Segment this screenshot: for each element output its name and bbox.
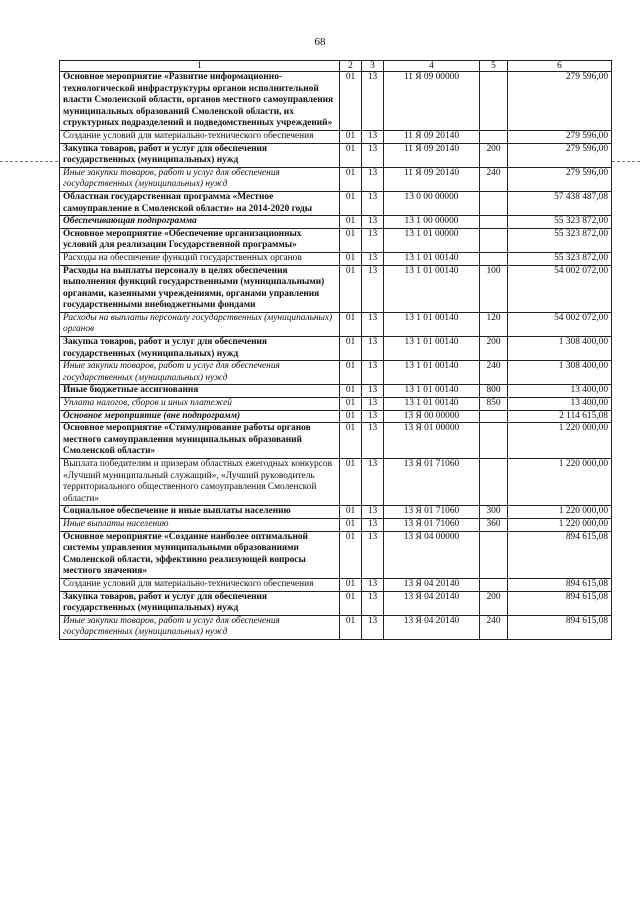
row-section-cell: 01 (340, 312, 362, 336)
row-target-article-cell: 13 Я 04 00000 (384, 531, 480, 578)
row-name-cell: Социальное обеспечение и иные выплаты населению (60, 506, 340, 519)
row-subsection-cell: 13 (362, 265, 384, 312)
row-expense-type-cell (480, 531, 508, 578)
row-subsection-cell: 13 (362, 385, 384, 398)
row-subsection-cell: 13 (362, 615, 384, 639)
row-name-cell: Создание условий для материально-технического обеспечения (60, 578, 340, 591)
row-section-cell: 01 (340, 228, 362, 252)
table-row (60, 531, 612, 578)
row-subsection-cell: 13 (362, 191, 384, 215)
row-subsection-cell: 13 (362, 72, 384, 131)
row-name-cell: Основное мероприятие (вне подпрограмм) (60, 410, 340, 423)
table-row (60, 361, 612, 385)
row-subsection-cell: 13 (362, 578, 384, 591)
row-section-cell: 01 (340, 265, 362, 312)
row-section-cell: 01 (340, 167, 362, 191)
row-amount-cell: 279 596,00 (508, 72, 612, 131)
row-expense-type-cell: 100 (480, 265, 508, 312)
row-name-cell: Закупка товаров, работ и услуг для обеспечения государственных (муниципальных) нужд (60, 337, 340, 361)
row-target-article-cell: 13 Я 01 71060 (384, 518, 480, 531)
row-amount-cell: 1 308 400,00 (508, 361, 612, 385)
row-expense-type-cell (480, 423, 508, 459)
row-expense-type-cell: 120 (480, 312, 508, 336)
budget-table (59, 60, 612, 640)
row-target-article-cell: 13 1 01 00140 (384, 312, 480, 336)
table-row (60, 337, 612, 361)
row-section-cell: 01 (340, 506, 362, 519)
row-subsection-cell: 13 (362, 459, 384, 506)
row-amount-cell: 279 596,00 (508, 130, 612, 143)
row-name-cell: Основное мероприятие «Создание наиболее оптимальной системы управления муниципальными образованиями Смоленской области, эффективно реализующей вопросы местного значения» (60, 531, 340, 578)
table-row (60, 615, 612, 639)
row-target-article-cell: 13 1 01 00140 (384, 265, 480, 312)
table-row (60, 72, 612, 131)
row-subsection-cell: 13 (362, 361, 384, 385)
row-subsection-cell: 13 (362, 312, 384, 336)
row-expense-type-cell: 240 (480, 361, 508, 385)
row-amount-cell: 894 615,08 (508, 531, 612, 578)
row-expense-type-cell: 360 (480, 518, 508, 531)
row-expense-type-cell: 850 (480, 398, 508, 411)
row-section-cell: 01 (340, 72, 362, 131)
table-row (60, 312, 612, 336)
row-target-article-cell: 13 0 00 00000 (384, 191, 480, 215)
row-name-cell: Иные закупки товаров, работ и услуг для обеспечения государственных (муниципальных) нужд (60, 361, 340, 385)
row-name-cell: Иные закупки товаров, работ и услуг для обеспечения государственных (муниципальных) нужд (60, 615, 340, 639)
row-expense-type-cell (480, 410, 508, 423)
row-subsection-cell: 13 (362, 130, 384, 143)
row-subsection-cell: 13 (362, 531, 384, 578)
row-target-article-cell: 13 Я 04 20140 (384, 615, 480, 639)
margin-cut-line-right (612, 161, 640, 162)
row-subsection-cell: 13 (362, 591, 384, 615)
row-amount-cell: 55 323 872,00 (508, 252, 612, 265)
row-target-article-cell: 13 1 01 00140 (384, 385, 480, 398)
row-section-cell: 01 (340, 361, 362, 385)
row-expense-type-cell (480, 191, 508, 215)
row-expense-type-cell (480, 72, 508, 131)
row-section-cell: 01 (340, 252, 362, 265)
row-expense-type-cell: 300 (480, 506, 508, 519)
row-target-article-cell: 13 1 01 00140 (384, 398, 480, 411)
row-target-article-cell: 13 Я 04 20140 (384, 578, 480, 591)
row-amount-cell: 2 114 615,08 (508, 410, 612, 423)
margin-cut-line-left (0, 161, 58, 162)
row-amount-cell: 894 615,08 (508, 615, 612, 639)
row-expense-type-cell (480, 252, 508, 265)
row-section-cell: 01 (340, 130, 362, 143)
row-expense-type-cell: 800 (480, 385, 508, 398)
row-amount-cell: 279 596,00 (508, 167, 612, 191)
row-name-cell: Закупка товаров, работ и услуг для обеспечения государственных (муниципальных) нужд (60, 143, 340, 167)
row-expense-type-cell: 240 (480, 167, 508, 191)
row-section-cell: 01 (340, 423, 362, 459)
table-row (60, 167, 612, 191)
row-target-article-cell: 11 Я 09 20140 (384, 143, 480, 167)
row-amount-cell: 1 220 000,00 (508, 506, 612, 519)
row-section-cell: 01 (340, 615, 362, 639)
row-subsection-cell: 13 (362, 252, 384, 265)
row-target-article-cell: 13 Я 00 00000 (384, 410, 480, 423)
row-amount-cell: 57 438 487,08 (508, 191, 612, 215)
row-subsection-cell: 13 (362, 518, 384, 531)
row-expense-type-cell: 200 (480, 143, 508, 167)
row-amount-cell: 894 615,08 (508, 578, 612, 591)
row-subsection-cell: 13 (362, 506, 384, 519)
row-section-cell: 01 (340, 459, 362, 506)
row-expense-type-cell (480, 228, 508, 252)
row-name-cell: Областная государственная программа «Местное самоуправление в Смоленской области» на 2014-2020 годы (60, 191, 340, 215)
row-name-cell: Выплата победителям и призерам областных ежегодных конкурсов «Лучший муниципальный служащий», «Лучший руководитель территориального общественного самоуправления Смоленской области» (60, 459, 340, 506)
table-row (60, 506, 612, 519)
row-amount-cell: 1 220 000,00 (508, 518, 612, 531)
table-row (60, 130, 612, 143)
row-target-article-cell: 11 Я 09 20140 (384, 130, 480, 143)
table-row (60, 143, 612, 167)
row-section-cell: 01 (340, 337, 362, 361)
row-target-article-cell: 13 1 01 00140 (384, 252, 480, 265)
row-amount-cell: 1 220 000,00 (508, 423, 612, 459)
row-subsection-cell: 13 (362, 143, 384, 167)
header-col-4: 4 (384, 61, 480, 72)
row-name-cell: Основное мероприятие «Развитие информационно-технологической инфраструктуры органов исполнительной власти Смоленской области, органов местного самоуправления муниципальных образований Смоленской области, их структурных подразделений и подведомственных учреждений» (60, 72, 340, 131)
row-subsection-cell: 13 (362, 216, 384, 229)
row-name-cell: Расходы на выплаты персоналу в целях обеспечения выполнения функций государственными (муниципальными) органами, казенными учреждениями, органами управления государственными внебюджетными фондами (60, 265, 340, 312)
row-target-article-cell: 13 Я 04 20140 (384, 591, 480, 615)
row-target-article-cell: 13 1 00 00000 (384, 216, 480, 229)
row-subsection-cell: 13 (362, 337, 384, 361)
table-row (60, 252, 612, 265)
row-section-cell: 01 (340, 398, 362, 411)
row-expense-type-cell (480, 459, 508, 506)
row-target-article-cell: 13 1 01 00140 (384, 337, 480, 361)
row-name-cell: Основное мероприятие «Обеспечение организационных условий для реализации Государственной программы» (60, 228, 340, 252)
row-target-article-cell: 13 Я 01 71060 (384, 459, 480, 506)
row-subsection-cell: 13 (362, 410, 384, 423)
row-expense-type-cell: 200 (480, 337, 508, 361)
row-target-article-cell: 13 1 01 00000 (384, 228, 480, 252)
table-row (60, 398, 612, 411)
row-amount-cell: 55 323 872,00 (508, 216, 612, 229)
row-amount-cell: 54 002 072,00 (508, 265, 612, 312)
row-target-article-cell: 13 1 01 00140 (384, 361, 480, 385)
row-expense-type-cell (480, 130, 508, 143)
row-subsection-cell: 13 (362, 423, 384, 459)
row-amount-cell: 1 308 400,00 (508, 337, 612, 361)
row-target-article-cell: 13 Я 01 00000 (384, 423, 480, 459)
row-target-article-cell: 11 Я 09 20140 (384, 167, 480, 191)
row-name-cell: Расходы на обеспечение функций государственных органов (60, 252, 340, 265)
row-name-cell: Уплата налогов, сборов и иных платежей (60, 398, 340, 411)
row-name-cell: Закупка товаров, работ и услуг для обеспечения государственных (муниципальных) нужд (60, 591, 340, 615)
row-amount-cell: 13 400,00 (508, 398, 612, 411)
table-row (60, 216, 612, 229)
table-row (60, 423, 612, 459)
row-section-cell: 01 (340, 518, 362, 531)
row-name-cell: Иные закупки товаров, работ и услуг для обеспечения государственных (муниципальных) нужд (60, 167, 340, 191)
header-col-1: 1 (60, 61, 340, 72)
row-section-cell: 01 (340, 578, 362, 591)
row-target-article-cell: 13 Я 01 71060 (384, 506, 480, 519)
table-row (60, 191, 612, 215)
table-row (60, 410, 612, 423)
row-section-cell: 01 (340, 143, 362, 167)
row-section-cell: 01 (340, 410, 362, 423)
row-expense-type-cell: 240 (480, 615, 508, 639)
row-section-cell: 01 (340, 531, 362, 578)
row-subsection-cell: 13 (362, 398, 384, 411)
row-name-cell: Иные выплаты населению (60, 518, 340, 531)
table-row (60, 578, 612, 591)
header-col-5: 5 (480, 61, 508, 72)
row-name-cell: Иные бюджетные ассигнования (60, 385, 340, 398)
row-name-cell: Основное мероприятие «Стимулирование работы органов местного самоуправления муниципальных образований Смоленской области» (60, 423, 340, 459)
row-amount-cell: 55 323 872,00 (508, 228, 612, 252)
row-amount-cell: 279 596,00 (508, 143, 612, 167)
row-section-cell: 01 (340, 216, 362, 229)
header-col-3: 3 (362, 61, 384, 72)
table-row (60, 385, 612, 398)
row-subsection-cell: 13 (362, 167, 384, 191)
row-target-article-cell: 11 Я 09 00000 (384, 72, 480, 131)
table-row (60, 591, 612, 615)
row-section-cell: 01 (340, 591, 362, 615)
row-section-cell: 01 (340, 385, 362, 398)
page-number: 68 (314, 36, 326, 48)
header-col-2: 2 (340, 61, 362, 72)
row-name-cell: Создание условий для материально-технического обеспечения (60, 130, 340, 143)
row-name-cell: Обеспечивающая подпрограмма (60, 216, 340, 229)
table-row (60, 518, 612, 531)
row-expense-type-cell (480, 578, 508, 591)
row-section-cell: 01 (340, 191, 362, 215)
row-amount-cell: 13 400,00 (508, 385, 612, 398)
table-row (60, 265, 612, 312)
header-col-6: 6 (508, 61, 612, 72)
row-amount-cell: 54 002 072,00 (508, 312, 612, 336)
row-expense-type-cell: 200 (480, 591, 508, 615)
row-name-cell: Расходы на выплаты персоналу государственных (муниципальных) органов (60, 312, 340, 336)
table-header-row (60, 61, 612, 72)
row-expense-type-cell (480, 216, 508, 229)
table-row (60, 228, 612, 252)
row-amount-cell: 894 615,08 (508, 591, 612, 615)
table-body (60, 72, 612, 640)
table-row (60, 459, 612, 506)
row-amount-cell: 1 220 000,00 (508, 459, 612, 506)
row-subsection-cell: 13 (362, 228, 384, 252)
